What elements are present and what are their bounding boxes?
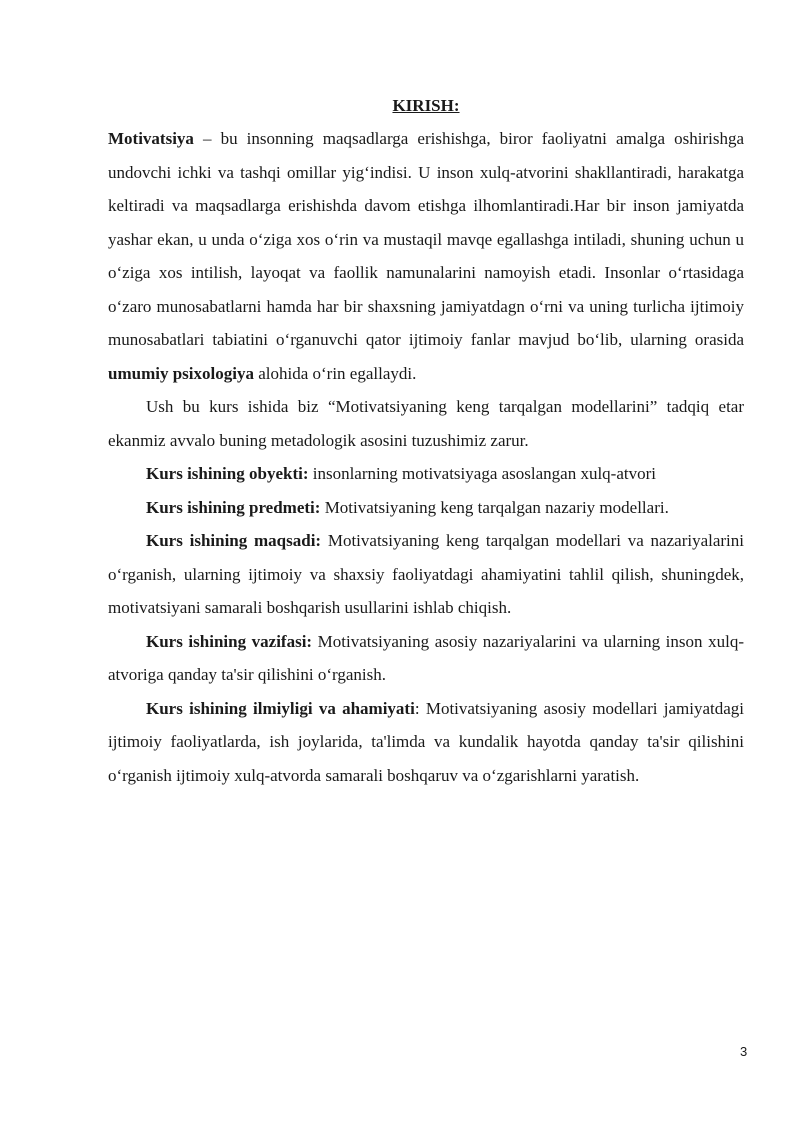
goal-label: Kurs ishining maqsadi: (146, 531, 322, 550)
significance-label: Kurs ishining ilmiyligi va ahamiyati (146, 698, 415, 718)
tasks-label: Kurs ishining vazifasi: (146, 631, 313, 651)
subject-label: Kurs ishining predmeti: (146, 497, 321, 517)
significance-paragraph (108, 692, 744, 793)
document-page (108, 90, 744, 792)
section-title: KIRISH: (392, 96, 460, 115)
goal-text: Motivatsiyaning keng tarqalgan modellari va nazariyalarini o‘rganish, ularning ijtimoiy va shaxsiy faoliyatdagi ahamiyatini tahlil qilish, shuningdek, motivatsiyani samarali boshqarish usullarini ishlab chiqish. (108, 531, 744, 617)
significance-text: : Motivatsiyaning asosiy modellari jamiyatdagi ijtimoiy faoliyatlarda, ish joylarida, ta'limda va kundalik hayotda qanday ta'sir qilishini o‘rganish ijtimoiy xulq-atvorda samarali boshqaruv va o‘zgarishlarni yaratish. (108, 698, 744, 785)
object-label: Kurs ishining obyekti: (146, 464, 309, 483)
intro-text: – bu insonning maqsadlarga erishishga, biror faoliyatni amalga oshirishga undovchi ichki va tashqi omillar yig‘indisi. U inson xulq-atvorini shakllantiradi, harakatga keltiradi va maqsadlarga erishishda davom etishga ilhomlantiradi.Har bir inson jamiyatda yashar ekan, u unda o‘ziga xos o‘rin va mustaqil mavqe egallashga intiladi, shuning uchun u o‘ziga xos intilish, layoqat va faollik namunalarini namoyish etadi. Insonlar o‘rtasidaga o‘zaro munosabatlarni hamda har bir shaxsning jamiyatdagn o‘rni va uning turlicha ijtimoiy munosabatlari tabiatini o‘rganuvchi qator ijtimoiy fanlar mavjud bo‘lib, ularning orasida (108, 129, 744, 349)
intro-bold-term: umumiy psixologiya (108, 363, 254, 383)
intro-term: Motivatsiya (108, 129, 194, 148)
page-number: 3 (740, 1044, 748, 1059)
object-text: insonlarning motivatsiyaga asoslangan xulq-atvori (308, 464, 656, 483)
tasks-paragraph (108, 625, 744, 692)
tasks-text: Motivatsiyaning asosiy nazariyalarini va ularning inson xulq-atvoriga qanday ta'sir qilishini o‘rganish. (108, 631, 744, 684)
subject-text: Motivatsiyaning keng tarqalgan nazariy modellari. (320, 497, 669, 517)
object-paragraph (108, 457, 744, 491)
subject-paragraph (108, 491, 744, 525)
intro-paragraph (108, 122, 744, 390)
research-paragraph: Ush bu kurs ishida biz “Motivatsiyaning keng tarqalgan modellarini” tadqiq etar ekanmiz avvalo buning metadologik asosini tuzushimiz zarur. (108, 397, 744, 450)
intro-text-end: alohida o‘rin egallaydi. (253, 363, 417, 383)
goal-paragraph (108, 524, 744, 625)
